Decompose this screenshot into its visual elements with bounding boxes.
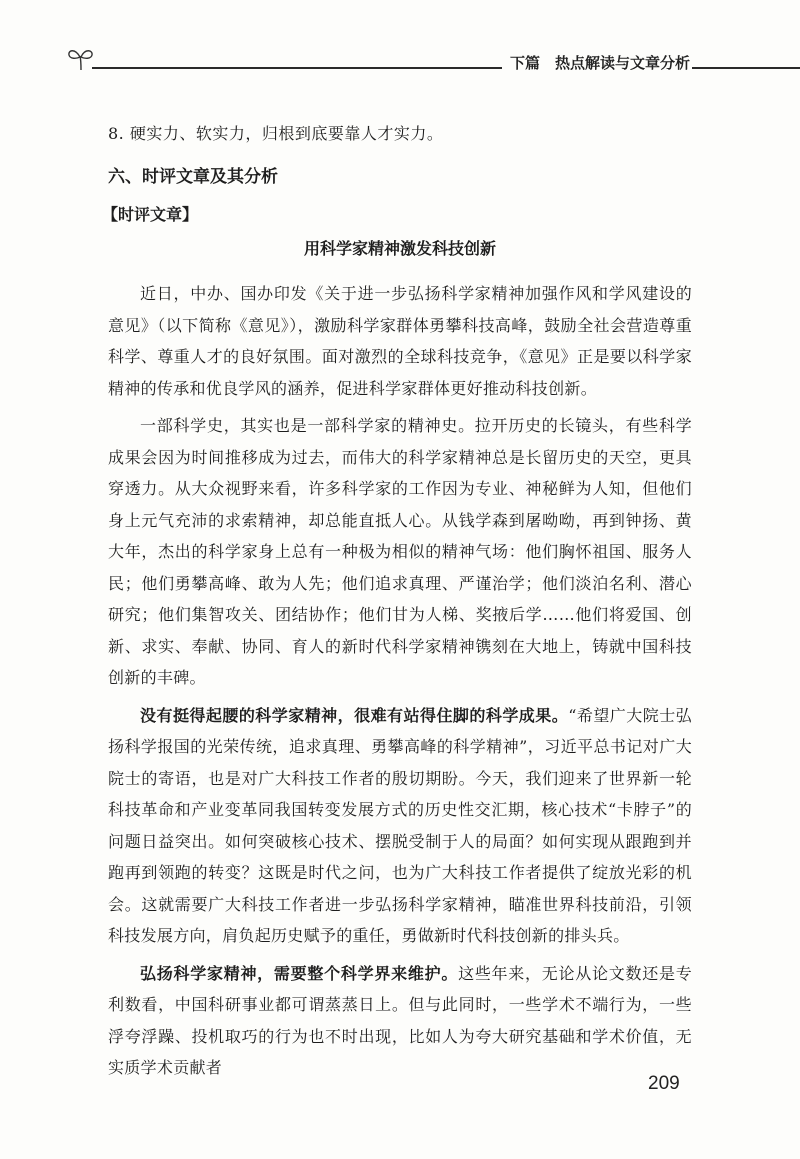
header-rule-left xyxy=(92,67,502,69)
paragraph-1 xyxy=(108,278,692,404)
section-heading: 六、时评文章及其分析 xyxy=(108,167,278,187)
page-body xyxy=(102,118,693,1090)
paragraph-text: 一部科学史，其实也是一部科学家的精神史。拉开历史的长镜头，有些科学成果会因为时间推移成为过去，而伟大的科学家精神总是长留历史的天空，更具穿透力。从大众视野来看，许多科学家的工作因为专业、神秘鲜为人知，但他们身上元气充沛的求索精神，却总能直抵人心。从钱学森到屠呦呦，再到钟扬、黄大年，杰出的科学家身上总有一种极为相似的精神气场：他们胸怀祖国、服务人民；他们勇攀高峰、敢为人先；他们追求真理、严谨治学；他们淡泊名利、潜心研究；他们集智攻关、团结协作；他们甘为人梯、奖掖后学……他们将爱国、创新、求实、奉献、协同、育人的新时代科学家精神镌刻在大地上，铸就中国科技创新的丰碑。 xyxy=(108,416,692,687)
paragraph-3 xyxy=(108,700,692,952)
paragraph-lead: 弘扬科学家精神，需要整个科学界来维护。 xyxy=(140,963,459,983)
list-item-8: 8. 硬实力、软实力，归根到底要靠人才实力。 xyxy=(108,124,444,143)
header-title: 下篇 热点解读与文章分析 xyxy=(510,54,691,72)
running-header xyxy=(0,0,800,90)
paragraph-4 xyxy=(108,958,692,1084)
sub-heading: 【时评文章】 xyxy=(102,205,199,224)
article-title: 用科学家精神激发科技创新 xyxy=(303,239,496,258)
paragraph-lead: 没有挺得起腰的科学家精神，很难有站得住脚的科学成果。 xyxy=(140,705,569,725)
paragraph-text: 近日，中办、国办印发《关于进一步弘扬科学家精神加强作风和学风建设的意见》（以下简称《意见》），激励科学家群体勇攀科技高峰，鼓励全社会营造尊重科学、尊重人才的良好氛围。面对激烈的全球科技竞争，《意见》正是要以科学家精神的传承和优良学风的涵养，促进科学家群体更好推动科技创新。 xyxy=(108,284,692,398)
paragraph-text: 这些年来，无论从论文数还是专利数看，中国科研事业都可谓蒸蒸日上。但与此同时，一些学术不端行为，一些浮夸浮躁、投机取巧的行为也不时出现，比如人为夸大研究基础和学术价值，无实质学术贡献者 xyxy=(108,963,693,1077)
page-number: 209 xyxy=(648,1073,680,1094)
paragraph-2 xyxy=(108,410,692,694)
paragraph-text: “希望广大院士弘扬科学报国的光荣传统，追求真理、勇攀高峰的科学精神”，习近平总书记对广大院士的寄语，也是对广大科技工作者的殷切期盼。今天，我们迎来了世界新一轮科技革命和产业变革同我国转变发展方式的历史性交汇期，核心技术“卡脖子”的问题日益突出。如何突破核心技术、摆脱受制于人的局面？如何实现从跟跑到并跑再到领跑的转变？这既是时代之问，也为广大科技工作者提供了绽放光彩的机会。这就需要广大科技工作者进一步弘扬科学家精神，瞄准世界科技前沿，引领科技发展方向，肩负起历史赋予的重任，勇做新时代科技创新的排头兵。 xyxy=(108,705,692,945)
header-rule-right xyxy=(692,67,800,69)
